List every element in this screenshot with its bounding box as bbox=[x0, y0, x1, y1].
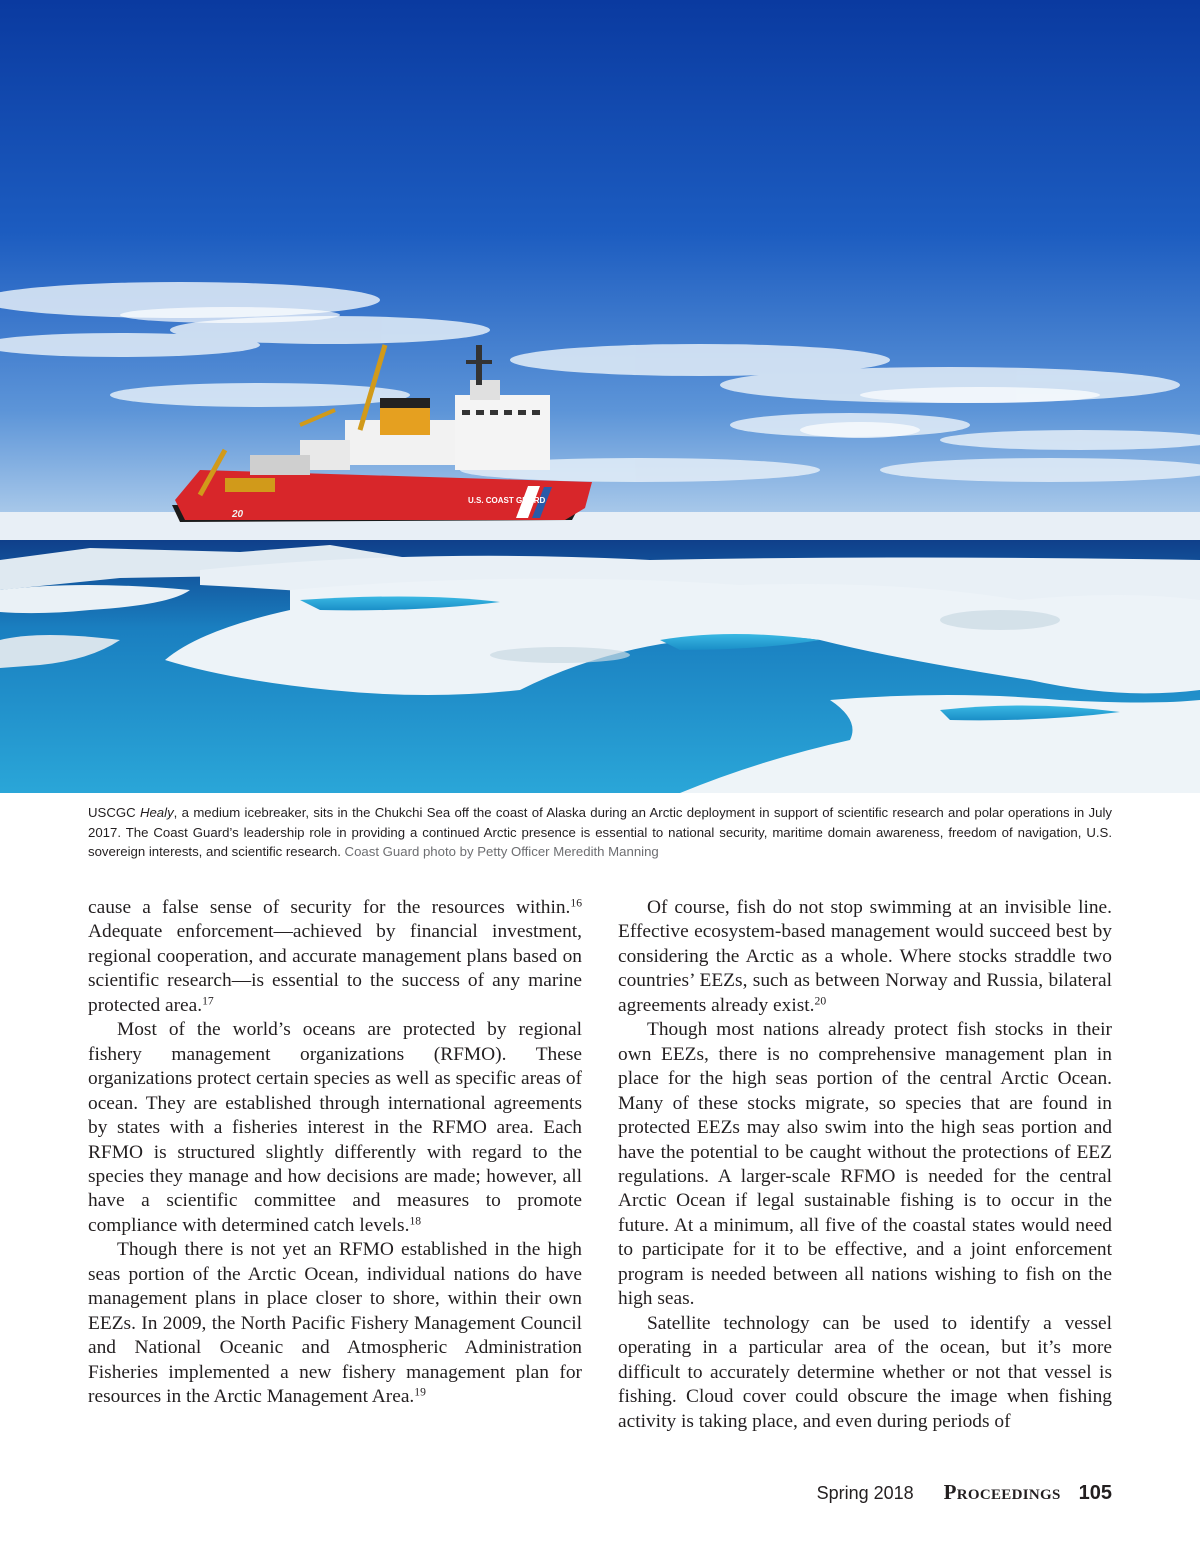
paragraph bbox=[88, 1018, 582, 1238]
paragraph bbox=[88, 896, 582, 1018]
caption-text: , a medium icebreaker, sits in the Chukchi Sea off the coast of Alaska during an Arctic deployment in support of scientific research and polar operations in July 2017. The Coast Guard’s leadership role in providing a continued Arctic presence is essential to national security, maritime domain awareness, freedom of navigation, U.S. sovereign interests, and scientific research. bbox=[88, 805, 1112, 859]
footer-magazine-title: Proceedings bbox=[943, 1480, 1061, 1504]
footnote-reference: 16 bbox=[570, 896, 582, 910]
paragraph-text: Satellite technology can be used to identify a vessel operating in a particular area of the ocean, but it’s more difficult to accurately determine whether or not that vessel is fishing. Cloud cover could obscure the image when fishing activity is taking place, and even during periods of bbox=[618, 1312, 1112, 1432]
paragraph bbox=[618, 896, 1112, 1018]
footnote-reference: 19 bbox=[414, 1385, 426, 1399]
photo-credit: Coast Guard photo by Petty Officer Meredith Manning bbox=[344, 844, 659, 859]
footnote-reference: 20 bbox=[814, 994, 827, 1008]
page-number: 105 bbox=[1078, 1482, 1112, 1504]
paragraph bbox=[618, 1312, 1112, 1434]
paragraph-text: Adequate enforcement—achieved by financial investment, regional cooperation, and accurate management plans based on scientific research—is essential to the success of any marine protected area. bbox=[88, 921, 582, 1016]
paragraph-text: Though most nations already protect fish stocks in their own EEZs, there is no comprehensive management plan in place for the high seas portion of the central Arctic Ocean. Many of these stocks migrate, so species that are found in protected EEZs may also swim into the high seas portion and have the potential to be caught without the protections of EEZ regulations. A larger-scale RFMO is needed for the central Arctic Ocean if legal sustainable fishing is to occur in the future. At a minimum, all five of the coastal states would need to participate for it to be effective, and a joint enforcement program is needed between all nations wishing to fish on the high seas. bbox=[618, 1019, 1112, 1310]
paragraph-text: cause a false sense of security for the resources within. bbox=[88, 897, 571, 918]
right-column bbox=[618, 896, 1112, 1434]
footnote-reference: 17 bbox=[202, 994, 214, 1008]
caption-ship-name: Healy bbox=[139, 805, 174, 820]
paragraph-text: Though there is not yet an RFMO established in the high seas portion of the Arctic Ocean, individual nations do have management plans in place closer to shore, within their own EEZs. In 2009, the North Pacific Fishery Management Council and National Oceanic and Atmospheric Administration Fisheries implemented a new fishery management plan for resources in the Arctic Management Area. bbox=[88, 1239, 582, 1408]
caption-lead: USCGC bbox=[88, 805, 140, 820]
photo-caption bbox=[88, 803, 1112, 862]
ship-bow-number: 20 bbox=[232, 509, 244, 520]
page-footer bbox=[817, 1480, 1112, 1510]
paragraph-text: Most of the world’s oceans are protected by regional fishery management organizations (RFMO). These organizations protect certain species as well as specific areas of ocean. They are established through international agreements by states with a fisheries interest in the RFMO area. Each RFMO is structured slightly differently with regard to the species they manage and how decisions are made; however, all have a scientific committee and measures to promote compliance with determined catch levels. bbox=[88, 1019, 582, 1236]
footnote-reference: 18 bbox=[409, 1214, 422, 1228]
footer-season: Spring 2018 bbox=[816, 1483, 914, 1503]
paragraph bbox=[88, 1238, 582, 1409]
paragraph bbox=[618, 1018, 1112, 1311]
paragraph-text: Of course, fish do not stop swimming at an invisible line. Effective ecosystem-based management would succeed best by considering the Arctic as a whole. Where stocks straddle two countries’ EEZs, such as between Norway and Russia, bilateral agreements already exist. bbox=[618, 897, 1112, 1016]
ship-hull-text: U.S. COAST GUARD bbox=[468, 496, 546, 505]
left-column bbox=[88, 896, 582, 1410]
